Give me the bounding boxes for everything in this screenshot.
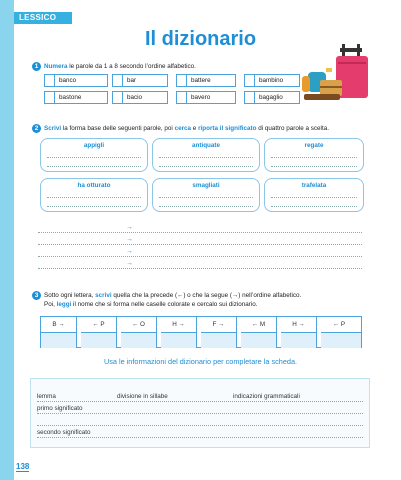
meaning-line[interactable] (38, 224, 362, 233)
form-row-blank[interactable] (37, 417, 363, 426)
number-input[interactable] (44, 91, 55, 104)
answer-line[interactable] (159, 206, 253, 207)
word-box[interactable]: bagaglio (244, 91, 300, 104)
letter-cell: H → (281, 317, 317, 332)
form-row-lemma[interactable]: lemma divisione in sillabe indicazioni grammaticali (37, 393, 363, 402)
letter-cell: ← P (81, 317, 117, 332)
dictionary-form (30, 378, 370, 448)
luggage-illustration (298, 42, 380, 104)
instruction-note: Usa le informazioni del dizionario per completare la scheda. (103, 357, 298, 366)
word-box[interactable]: battere (176, 74, 236, 87)
letter-cell: ← O (121, 317, 157, 332)
number-input[interactable] (112, 91, 123, 104)
word-cloud[interactable]: appigli (40, 138, 148, 172)
answer-cell[interactable] (161, 332, 197, 348)
answer-cell[interactable] (321, 332, 361, 348)
ex3-instruction: 3 Sotto ogni lettera, scrivi quella che la precede (←) o che la segue (→) nell’ordine alfabetico. Poi, leggi il nome che si forma nelle caselle colorate e cercalo sui dizionario. (32, 291, 301, 309)
answer-cell[interactable] (241, 332, 277, 348)
arrow-icon: → (126, 260, 133, 267)
number-input[interactable] (244, 91, 255, 104)
letter-cell: H → (161, 317, 197, 332)
letter-cell: F → (201, 317, 237, 332)
letter-cell: B → (41, 317, 77, 332)
side-stripe (0, 0, 14, 480)
answer-cell[interactable] (201, 332, 237, 348)
answer-cell[interactable] (281, 332, 317, 348)
arrow-icon: → (126, 248, 133, 255)
answer-line[interactable] (47, 197, 141, 198)
arrow-icon: → (126, 236, 133, 243)
word-box[interactable]: bar (112, 74, 168, 87)
answer-line[interactable] (271, 157, 357, 158)
letter-cell: ← P (332, 321, 346, 328)
letter-grid (40, 316, 362, 348)
meaning-line[interactable] (38, 236, 362, 245)
answer-line[interactable] (159, 166, 253, 167)
word-box[interactable]: bacio (112, 91, 168, 104)
page-number: 138 (16, 462, 30, 471)
answer-line[interactable] (47, 166, 141, 167)
answer-line[interactable] (159, 157, 253, 158)
answer-line[interactable] (159, 197, 253, 198)
word-cloud[interactable]: antiquate (152, 138, 260, 172)
answer-line[interactable] (271, 206, 357, 207)
answer-cell[interactable] (121, 332, 157, 348)
word-box[interactable]: bavero (176, 91, 236, 104)
form-row-second-meaning[interactable]: secondo significato (37, 429, 363, 438)
form-row-first-meaning[interactable]: primo significato (37, 405, 363, 414)
number-input[interactable] (244, 74, 255, 87)
answer-cell[interactable] (81, 332, 117, 348)
number-input[interactable] (176, 74, 187, 87)
word-cloud[interactable]: ha otturato (40, 178, 148, 212)
ex3-number: 3 (32, 291, 41, 300)
answer-line[interactable] (47, 157, 141, 158)
answer-cell[interactable] (41, 332, 77, 348)
word-cloud[interactable]: smagliati (152, 178, 260, 212)
word-box[interactable]: banco (44, 74, 108, 87)
answer-line[interactable] (271, 166, 357, 167)
ex1-number: 1 (32, 62, 41, 71)
meaning-line[interactable] (38, 248, 362, 257)
word-box[interactable]: bambino (244, 74, 300, 87)
section-tag: LESSICO (14, 12, 72, 24)
word-cloud[interactable]: regate (264, 138, 364, 172)
number-input[interactable] (176, 91, 187, 104)
ex1-instruction: 1 Numera le parole da 1 a 8 secondo l’ordine alfabetico. (32, 62, 196, 72)
page-title: Il dizionario (144, 28, 257, 50)
number-input[interactable] (44, 74, 55, 87)
arrow-icon: → (126, 224, 133, 231)
ex2-instruction: 2 Scrivi la forma base delle seguenti parole, poi cerca e riporta il significato di quattro parole a scelta. (32, 124, 329, 134)
word-cloud[interactable]: trafelata (264, 178, 364, 212)
letter-cell: ← M (241, 317, 277, 332)
word-box[interactable]: bastone (44, 91, 108, 104)
answer-line[interactable] (271, 197, 357, 198)
answer-line[interactable] (47, 206, 141, 207)
meaning-line[interactable] (38, 260, 362, 269)
number-input[interactable] (112, 74, 123, 87)
ex2-number: 2 (32, 124, 41, 133)
